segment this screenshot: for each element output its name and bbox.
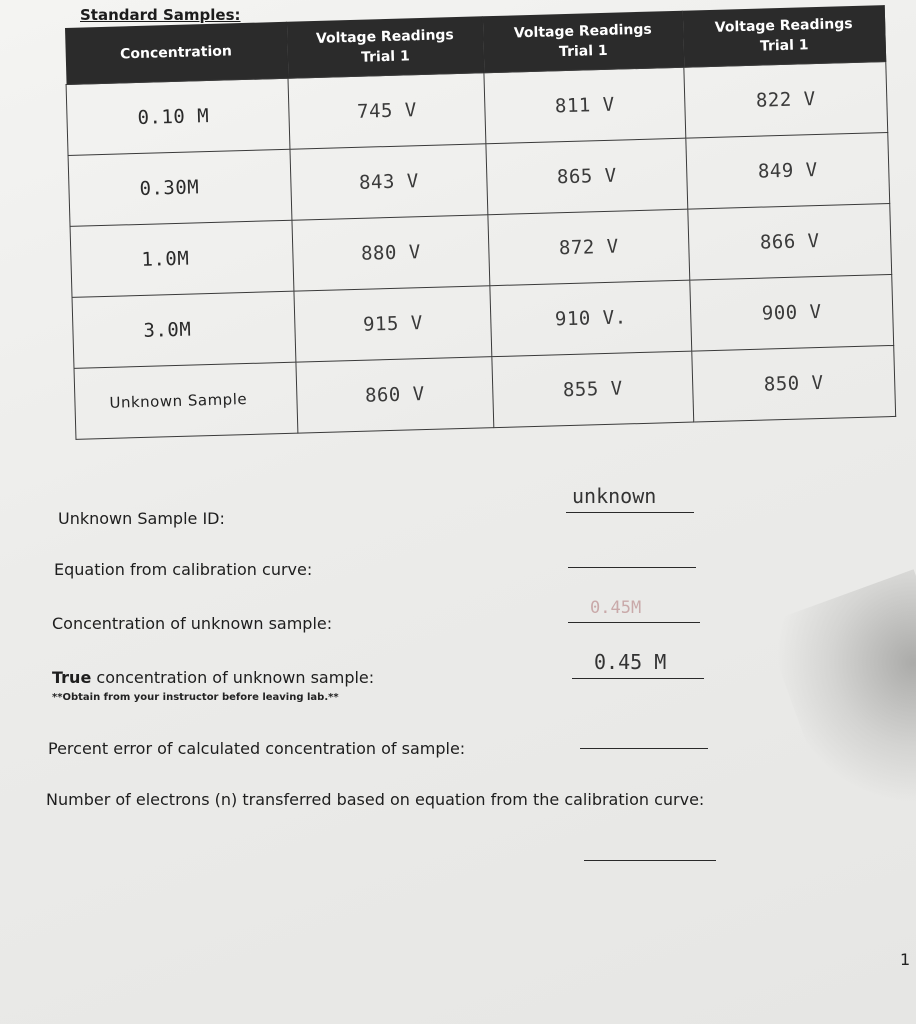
electrons-blank[interactable] [584, 860, 716, 861]
page-number: 1 [900, 950, 911, 969]
voltage-cell: 910 V. [490, 280, 692, 357]
voltage-cell: 745 V [288, 73, 486, 149]
standard-samples-table-wrap [64, 5, 896, 452]
unknown-sample-cell: Unknown Sample [74, 362, 298, 439]
electrons-label: Number of electrons (n) transferred based on equation from the calibration curve: [46, 790, 705, 809]
page-shadow [763, 569, 916, 830]
equation-label: Equation from calibration curve: [54, 560, 313, 579]
voltage-cell: 822 V [684, 62, 888, 139]
header-concentration: Concentration [64, 22, 287, 85]
header-voltage-1: Voltage Readings Trial 1 [286, 16, 484, 78]
concentration-cell: 3.0M [72, 291, 296, 368]
true-emphasis: True [52, 668, 92, 687]
voltage-cell: 811 V [484, 67, 686, 144]
concentration-blank[interactable] [568, 622, 700, 623]
voltage-cell: 880 V [292, 215, 490, 291]
percent-error-label: Percent error of calculated concentration of sample: [48, 739, 466, 758]
percent-error-blank[interactable] [580, 748, 708, 749]
concentration-label: Concentration of unknown sample: [52, 614, 333, 633]
header-voltage-3: Voltage Readings Trial 1 [682, 5, 885, 67]
concentration-value: 0.45M [590, 598, 642, 618]
unknown-id-label: Unknown Sample ID: [58, 509, 225, 528]
voltage-cell: 860 V [296, 357, 494, 433]
voltage-cell: 915 V [294, 286, 492, 362]
instructor-note: **Obtain from your instructor before leaving lab.** [52, 692, 339, 703]
voltage-cell: 855 V [492, 351, 694, 428]
voltage-cell: 850 V [692, 345, 896, 422]
voltage-cell: 872 V [488, 209, 690, 286]
voltage-cell: 843 V [290, 144, 488, 220]
equation-blank[interactable] [568, 567, 696, 568]
voltage-cell: 865 V [486, 138, 688, 215]
header-voltage-2: Voltage Readings Trial 1 [482, 11, 683, 73]
voltage-cell: 866 V [688, 204, 892, 281]
true-concentration-label [52, 668, 374, 687]
true-concentration-text: concentration of unknown sample: [96, 668, 375, 687]
standard-samples-table [64, 5, 896, 440]
section-title: Standard Samples: [80, 6, 241, 24]
voltage-cell: 900 V [690, 274, 894, 351]
unknown-id-value: unknown [572, 484, 657, 508]
concentration-cell: 0.30M [68, 149, 292, 226]
true-concentration-value: 0.45 M [594, 650, 667, 674]
voltage-cell: 849 V [686, 133, 890, 210]
unknown-id-blank[interactable] [566, 512, 694, 513]
true-concentration-blank[interactable] [572, 678, 704, 679]
concentration-cell: 1.0M [70, 220, 294, 297]
concentration-cell: 0.10 M [66, 78, 290, 155]
